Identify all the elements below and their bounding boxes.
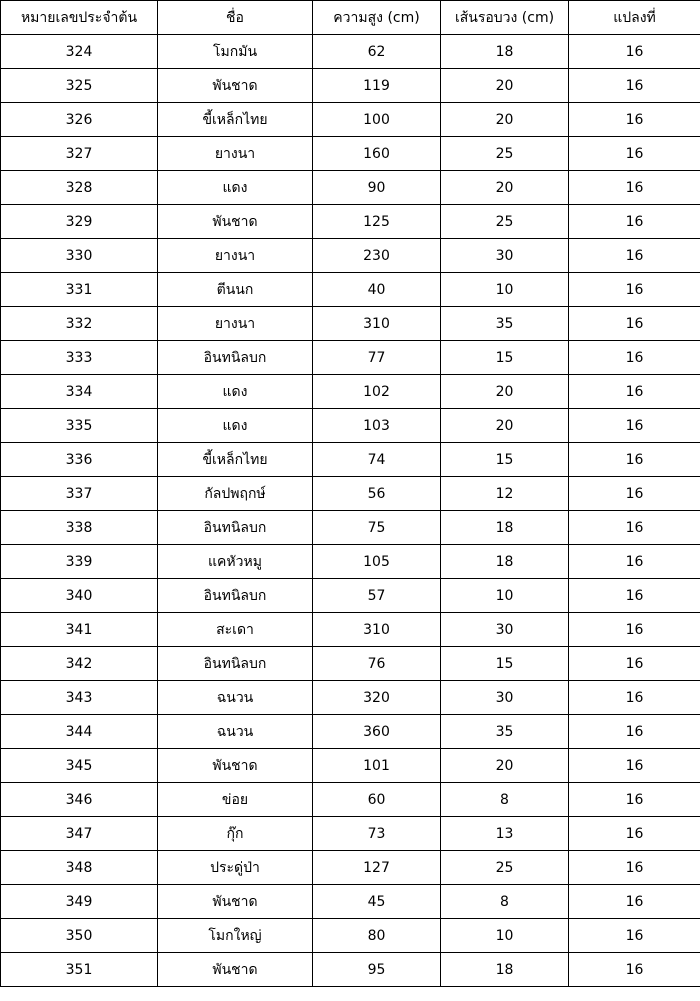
cell-height: 127 xyxy=(313,851,441,885)
cell-height: 57 xyxy=(313,579,441,613)
cell-name: อินทนิลบก xyxy=(158,511,313,545)
cell-height: 105 xyxy=(313,545,441,579)
table-row xyxy=(1,613,700,647)
cell-girth: 10 xyxy=(441,919,569,953)
cell-height: 73 xyxy=(313,817,441,851)
cell-name: อินทนิลบก xyxy=(158,647,313,681)
cell-tree-id: 332 xyxy=(1,307,158,341)
cell-plot: 16 xyxy=(569,239,700,273)
cell-tree-id: 331 xyxy=(1,273,158,307)
table-row xyxy=(1,171,700,205)
cell-girth: 30 xyxy=(441,613,569,647)
table-row xyxy=(1,137,700,171)
cell-height: 77 xyxy=(313,341,441,375)
table-row xyxy=(1,919,700,953)
cell-girth: 15 xyxy=(441,443,569,477)
cell-height: 102 xyxy=(313,375,441,409)
cell-height: 90 xyxy=(313,171,441,205)
cell-girth: 18 xyxy=(441,545,569,579)
cell-name: ยางนา xyxy=(158,137,313,171)
cell-name: อินทนิลบก xyxy=(158,579,313,613)
cell-plot: 16 xyxy=(569,205,700,239)
cell-name: ประดู่ป่า xyxy=(158,851,313,885)
cell-height: 101 xyxy=(313,749,441,783)
cell-height: 80 xyxy=(313,919,441,953)
cell-plot: 16 xyxy=(569,545,700,579)
header-name: ชื่อ xyxy=(158,1,313,35)
cell-plot: 16 xyxy=(569,171,700,205)
cell-tree-id: 336 xyxy=(1,443,158,477)
cell-girth: 8 xyxy=(441,885,569,919)
table-row xyxy=(1,35,700,69)
cell-girth: 20 xyxy=(441,409,569,443)
cell-height: 160 xyxy=(313,137,441,171)
cell-name: แดง xyxy=(158,171,313,205)
cell-tree-id: 345 xyxy=(1,749,158,783)
cell-name: พันชาด xyxy=(158,885,313,919)
cell-girth: 18 xyxy=(441,953,569,987)
cell-girth: 18 xyxy=(441,511,569,545)
cell-height: 119 xyxy=(313,69,441,103)
cell-plot: 16 xyxy=(569,69,700,103)
cell-girth: 35 xyxy=(441,307,569,341)
cell-height: 45 xyxy=(313,885,441,919)
cell-plot: 16 xyxy=(569,749,700,783)
cell-girth: 30 xyxy=(441,681,569,715)
cell-tree-id: 342 xyxy=(1,647,158,681)
cell-plot: 16 xyxy=(569,919,700,953)
cell-plot: 16 xyxy=(569,341,700,375)
cell-tree-id: 341 xyxy=(1,613,158,647)
table-row xyxy=(1,511,700,545)
cell-girth: 35 xyxy=(441,715,569,749)
cell-girth: 20 xyxy=(441,749,569,783)
header-plot: แปลงที่ xyxy=(569,1,700,35)
cell-tree-id: 326 xyxy=(1,103,158,137)
cell-name: โมกมัน xyxy=(158,35,313,69)
table-row xyxy=(1,545,700,579)
table-row xyxy=(1,749,700,783)
cell-tree-id: 343 xyxy=(1,681,158,715)
cell-plot: 16 xyxy=(569,511,700,545)
cell-height: 230 xyxy=(313,239,441,273)
cell-height: 100 xyxy=(313,103,441,137)
cell-name: ข่อย xyxy=(158,783,313,817)
table-row xyxy=(1,647,700,681)
table-row xyxy=(1,851,700,885)
cell-height: 95 xyxy=(313,953,441,987)
cell-plot: 16 xyxy=(569,647,700,681)
cell-tree-id: 338 xyxy=(1,511,158,545)
table-row xyxy=(1,817,700,851)
cell-tree-id: 333 xyxy=(1,341,158,375)
cell-tree-id: 346 xyxy=(1,783,158,817)
cell-tree-id: 334 xyxy=(1,375,158,409)
cell-name: ขี้เหล็กไทย xyxy=(158,103,313,137)
table-row xyxy=(1,579,700,613)
cell-girth: 20 xyxy=(441,69,569,103)
cell-plot: 16 xyxy=(569,613,700,647)
cell-name: ยางนา xyxy=(158,239,313,273)
cell-name: แคหัวหมู xyxy=(158,545,313,579)
cell-tree-id: 339 xyxy=(1,545,158,579)
cell-name: ตีนนก xyxy=(158,273,313,307)
table-row xyxy=(1,103,700,137)
cell-tree-id: 350 xyxy=(1,919,158,953)
cell-name: ขี้เหล็กไทย xyxy=(158,443,313,477)
table-row xyxy=(1,409,700,443)
cell-height: 320 xyxy=(313,681,441,715)
table-row xyxy=(1,375,700,409)
cell-tree-id: 344 xyxy=(1,715,158,749)
cell-plot: 16 xyxy=(569,885,700,919)
cell-tree-id: 328 xyxy=(1,171,158,205)
cell-plot: 16 xyxy=(569,375,700,409)
cell-tree-id: 347 xyxy=(1,817,158,851)
table-row xyxy=(1,273,700,307)
cell-plot: 16 xyxy=(569,953,700,987)
table-row xyxy=(1,443,700,477)
cell-name: พันชาด xyxy=(158,205,313,239)
cell-height: 75 xyxy=(313,511,441,545)
cell-name: แดง xyxy=(158,375,313,409)
cell-tree-id: 349 xyxy=(1,885,158,919)
cell-plot: 16 xyxy=(569,817,700,851)
table-row xyxy=(1,477,700,511)
cell-height: 360 xyxy=(313,715,441,749)
cell-height: 103 xyxy=(313,409,441,443)
table-row xyxy=(1,239,700,273)
cell-name: ฉนวน xyxy=(158,715,313,749)
cell-plot: 16 xyxy=(569,443,700,477)
cell-name: สะเดา xyxy=(158,613,313,647)
cell-girth: 18 xyxy=(441,35,569,69)
cell-name: ยางนา xyxy=(158,307,313,341)
cell-name: อินทนิลบก xyxy=(158,341,313,375)
table-row xyxy=(1,341,700,375)
cell-girth: 15 xyxy=(441,647,569,681)
cell-tree-id: 325 xyxy=(1,69,158,103)
cell-girth: 10 xyxy=(441,579,569,613)
cell-girth: 10 xyxy=(441,273,569,307)
cell-plot: 16 xyxy=(569,103,700,137)
cell-plot: 16 xyxy=(569,35,700,69)
table-row xyxy=(1,69,700,103)
table-row xyxy=(1,953,700,987)
cell-name: พันชาด xyxy=(158,953,313,987)
cell-plot: 16 xyxy=(569,137,700,171)
cell-plot: 16 xyxy=(569,579,700,613)
cell-name: พันชาด xyxy=(158,69,313,103)
table-row xyxy=(1,307,700,341)
cell-girth: 15 xyxy=(441,341,569,375)
cell-name: กุ๊ก xyxy=(158,817,313,851)
cell-name: กัลปพฤกษ์ xyxy=(158,477,313,511)
cell-tree-id: 324 xyxy=(1,35,158,69)
cell-girth: 20 xyxy=(441,171,569,205)
cell-tree-id: 330 xyxy=(1,239,158,273)
cell-girth: 8 xyxy=(441,783,569,817)
cell-height: 125 xyxy=(313,205,441,239)
table-header-row xyxy=(1,1,700,35)
cell-name: พันชาด xyxy=(158,749,313,783)
cell-height: 310 xyxy=(313,613,441,647)
cell-height: 310 xyxy=(313,307,441,341)
cell-girth: 20 xyxy=(441,375,569,409)
table-row xyxy=(1,715,700,749)
table-row xyxy=(1,783,700,817)
cell-height: 74 xyxy=(313,443,441,477)
cell-height: 76 xyxy=(313,647,441,681)
cell-tree-id: 337 xyxy=(1,477,158,511)
cell-girth: 13 xyxy=(441,817,569,851)
cell-tree-id: 329 xyxy=(1,205,158,239)
table-row xyxy=(1,681,700,715)
cell-height: 62 xyxy=(313,35,441,69)
cell-tree-id: 340 xyxy=(1,579,158,613)
cell-plot: 16 xyxy=(569,681,700,715)
cell-height: 40 xyxy=(313,273,441,307)
cell-plot: 16 xyxy=(569,273,700,307)
header-tree-id: หมายเลขประจำต้น xyxy=(1,1,158,35)
cell-plot: 16 xyxy=(569,715,700,749)
cell-tree-id: 351 xyxy=(1,953,158,987)
cell-name: โมกใหญ่ xyxy=(158,919,313,953)
cell-tree-id: 348 xyxy=(1,851,158,885)
cell-tree-id: 335 xyxy=(1,409,158,443)
cell-name: ฉนวน xyxy=(158,681,313,715)
cell-girth: 25 xyxy=(441,137,569,171)
table-row xyxy=(1,885,700,919)
cell-girth: 12 xyxy=(441,477,569,511)
cell-name: แดง xyxy=(158,409,313,443)
cell-plot: 16 xyxy=(569,851,700,885)
cell-girth: 30 xyxy=(441,239,569,273)
cell-plot: 16 xyxy=(569,307,700,341)
header-girth: เส้นรอบวง (cm) xyxy=(441,1,569,35)
table-body xyxy=(1,35,700,987)
cell-tree-id: 327 xyxy=(1,137,158,171)
cell-height: 60 xyxy=(313,783,441,817)
cell-plot: 16 xyxy=(569,477,700,511)
cell-girth: 20 xyxy=(441,103,569,137)
cell-plot: 16 xyxy=(569,409,700,443)
cell-plot: 16 xyxy=(569,783,700,817)
cell-height: 56 xyxy=(313,477,441,511)
header-height: ความสูง (cm) xyxy=(313,1,441,35)
cell-girth: 25 xyxy=(441,205,569,239)
table-row xyxy=(1,205,700,239)
cell-girth: 25 xyxy=(441,851,569,885)
